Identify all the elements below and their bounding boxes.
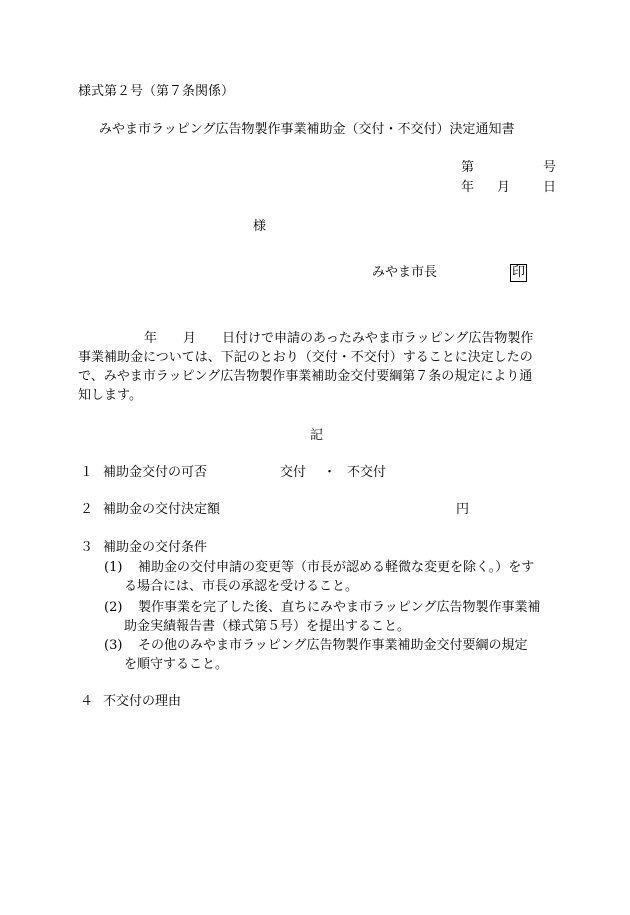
item-2 [80,501,470,519]
item-1-choice-a: 交付 [280,465,307,480]
body-line-4: 知します。 [78,388,142,403]
item-1 [80,464,387,482]
condition-2 [104,598,540,636]
body-paragraph [78,329,556,405]
issuer-name: みやま市長 [372,265,438,280]
condition-2-line-1: 製作事業を完了した後、直ちにみやま市ラッピング広告物製作事業補 [138,600,541,615]
condition-3-number: (3) [104,638,123,653]
seal-mark: 印 [512,265,526,280]
date-year: 年 [461,180,475,195]
date-month: 月 [497,180,511,195]
condition-3 [104,636,527,674]
document-title: みやま市ラッピング広告物製作事業補助金（交付・不交付）決定通知書 [99,122,515,137]
form-label: 様式第２号（第７条関係） [78,84,235,99]
condition-1 [104,558,534,596]
item-4 [80,693,182,711]
body-line-2: 事業補助金については、下記のとおり（交付・不交付）することに決定したの [78,350,533,365]
condition-3-line-2: を順守すること。 [124,657,229,672]
item-1-label: 補助金交付の可否 [103,465,208,480]
item-2-unit: 円 [456,502,470,517]
ki-heading: 記 [310,428,324,443]
condition-1-line-1: 補助金の交付申請の変更等（市長が認める軽微な変更を除く。）をす [138,560,535,575]
body-line-1: 年 月 日付けで申請のあったみやま市ラッピング広告物製作 [144,331,534,346]
item-1-number: １ [80,465,94,480]
condition-1-line-2: る場合には、市長の承認を受けること。 [124,579,359,594]
condition-2-number: (2) [104,600,123,615]
body-line-3: で、みやま市ラッピング広告物製作事業補助金交付要綱第７条の規定により通 [78,369,533,384]
item-1-separator: ・ [323,465,337,480]
item-4-number: ４ [80,694,94,709]
item-1-choice-b: 不交付 [347,465,387,480]
addressee-suffix: 様 [253,219,267,234]
item-2-number: ２ [80,502,94,517]
date-day: 日 [542,180,556,195]
condition-1-number: (1) [104,560,123,575]
condition-3-line-1: その他のみやま市ラッピング広告物製作事業補助金交付要綱の規定 [138,638,528,653]
number-dai: 第 [461,160,475,175]
issuer [372,264,526,282]
condition-2-line-2: 助金実績報告書（様式第５号）を提出すること。 [124,619,411,634]
item-3-label: 補助金の交付条件 [103,540,208,555]
item-4-label: 不交付の理由 [103,694,182,709]
item-3-number: ３ [80,540,94,555]
number-go: 号 [542,160,556,175]
item-2-label: 補助金の交付決定額 [103,502,221,517]
item-3 [80,539,208,557]
